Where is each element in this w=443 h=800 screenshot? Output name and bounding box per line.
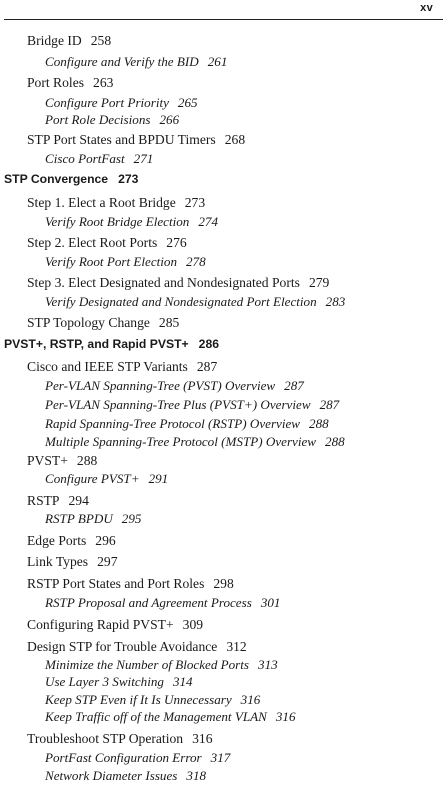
toc-entry-page-number: 266 [159, 112, 180, 127]
toc-entry-page-number: 286 [198, 337, 220, 351]
toc-entry-page-number: 316 [275, 709, 296, 724]
toc-entry [27, 76, 113, 90]
toc-entry-page-number: 258 [90, 33, 112, 48]
toc-entry-title: Port Roles [27, 75, 85, 90]
toc-subentry [45, 596, 280, 609]
toc-entry [27, 316, 179, 330]
toc-entry [27, 577, 234, 591]
toc-subentry [45, 693, 260, 706]
toc-entry-title: Design STP for Trouble Avoidance [27, 639, 218, 654]
toc-entry-title: Configure Port Priority [45, 95, 169, 110]
toc-entry-page-number: 291 [148, 471, 169, 486]
toc-entry-title: Network Diameter Issues [45, 768, 178, 783]
toc-entry-page-number: 273 [184, 195, 206, 210]
toc-entry-title: Edge Ports [27, 533, 87, 548]
toc-entry-title: Step 2. Elect Root Ports [27, 235, 158, 250]
toc-entry-page-number: 265 [177, 95, 198, 110]
toc-entry-title: Step 1. Elect a Root Bridge [27, 195, 176, 210]
toc-entry [27, 34, 111, 48]
toc-subentry [45, 675, 193, 688]
toc-entry-page-number: 279 [308, 275, 330, 290]
toc-entry-title: Per-VLAN Spanning-Tree (PVST) Overview [45, 378, 276, 393]
toc-entry-page-number: 271 [133, 151, 154, 166]
header-rule [4, 19, 443, 20]
toc-entry-page-number: 287 [319, 397, 340, 412]
toc-entry [27, 618, 203, 632]
toc-entry-page-number: 295 [121, 511, 142, 526]
toc-entry-page-number: 294 [68, 493, 89, 508]
toc-entry [27, 732, 212, 746]
toc-entry [27, 196, 205, 210]
toc-subentry [45, 417, 329, 430]
toc-entry-title: Configure and Verify the BID [45, 54, 199, 69]
toc-entry-page-number: 288 [325, 434, 345, 449]
toc-entry-title: Use Layer 3 Switching [45, 674, 164, 689]
toc-entry-title: Configuring Rapid PVST+ [27, 617, 174, 632]
toc-entry-page-number: 298 [213, 576, 234, 591]
toc-subentry [45, 255, 206, 268]
toc-entry-page-number: 314 [172, 674, 193, 689]
toc-entry-title: Configure PVST+ [45, 471, 140, 486]
toc-entry-page-number: 287 [196, 359, 218, 374]
toc-entry-title: Step 3. Elect Designated and Nondesignated Ports [27, 275, 300, 290]
toc-entry-title: STP Convergence [4, 172, 109, 186]
toc-entry-page-number: 301 [260, 595, 281, 610]
toc-entry-title: RSTP BPDU [45, 511, 113, 526]
toc-entry-title: RSTP Proposal and Agreement Process [45, 595, 252, 610]
toc-entry [27, 236, 187, 250]
toc-entry [27, 534, 116, 548]
toc-entry-title: STP Topology Change [27, 315, 150, 330]
toc-entry-page-number: 316 [192, 731, 213, 746]
toc-entry-page-number: 274 [198, 214, 218, 229]
toc-section-heading [4, 173, 138, 185]
toc-entry-title: Keep STP Even if It Is Unnecessary [45, 692, 232, 707]
toc-entry-page-number: 283 [325, 294, 346, 309]
toc-entry-title: Bridge ID [27, 33, 82, 48]
toc-entry-page-number: 276 [166, 235, 187, 250]
toc-entry-title: PortFast Configuration Error [45, 750, 202, 765]
toc-entry-page-number: 296 [95, 533, 116, 548]
toc-entry-title: Minimize the Number of Blocked Ports [45, 657, 250, 672]
toc-entry-page-number: 285 [158, 315, 180, 330]
toc-entry-page-number: 309 [182, 617, 204, 632]
toc-entry-page-number: 287 [284, 378, 304, 393]
toc-subentry [45, 152, 153, 165]
toc-entry-page-number: 288 [76, 453, 98, 468]
toc-entry [27, 360, 217, 374]
toc-entry [27, 494, 89, 508]
toc-entry-title: RSTP Port States and Port Roles [27, 576, 205, 591]
toc-subentry [45, 113, 179, 126]
page-number: xv [420, 2, 433, 14]
toc-entry-page-number: 313 [258, 657, 278, 672]
toc-subentry [45, 379, 304, 392]
toc-subentry [45, 215, 218, 228]
toc-entry-title: Verify Root Bridge Election [45, 214, 190, 229]
toc-entry-title: PVST+ [27, 453, 68, 468]
toc-subentry [45, 472, 168, 485]
toc-entry-page-number: 288 [309, 416, 329, 431]
toc-entry-page-number: 297 [97, 554, 118, 569]
toc-entry-title: RSTP [27, 493, 60, 508]
toc-entry-title: Per-VLAN Spanning-Tree Plus (PVST+) Overview [45, 397, 311, 412]
toc-entry-title: Link Types [27, 554, 89, 569]
toc-entry-page-number: 278 [186, 254, 206, 269]
toc-entry [27, 555, 118, 569]
toc-entry [27, 454, 97, 468]
toc-entry-title: Cisco and IEEE STP Variants [27, 359, 188, 374]
toc-entry-title: STP Port States and BPDU Timers [27, 132, 216, 147]
toc-section-heading [4, 338, 219, 350]
toc-entry-page-number: 312 [226, 639, 247, 654]
toc-entry-title: PVST+, RSTP, and Rapid PVST+ [4, 337, 189, 351]
toc-subentry [45, 398, 339, 411]
toc-entry-title: Verify Designated and Nondesignated Port Election [45, 294, 317, 309]
toc-subentry [45, 55, 227, 68]
toc-entry [27, 133, 245, 147]
toc-entry-title: Multiple Spanning-Tree Protocol (MSTP) Overview [45, 434, 317, 449]
toc-entry-title: Rapid Spanning-Tree Protocol (RSTP) Overview [45, 416, 301, 431]
toc-subentry [45, 435, 345, 448]
toc-entry-title: Keep Traffic off of the Management VLAN [45, 709, 267, 724]
toc-entry-page-number: 318 [186, 768, 207, 783]
toc-entry-page-number: 316 [240, 692, 261, 707]
toc-entry-page-number: 273 [118, 172, 139, 186]
toc-subentry [45, 658, 278, 671]
page-header [0, 0, 443, 24]
toc-entry-title: Cisco PortFast [45, 151, 125, 166]
toc-subentry [45, 751, 230, 764]
toc-entry-page-number: 268 [224, 132, 246, 147]
toc-subentry [45, 96, 198, 109]
toc-entry [27, 276, 329, 290]
toc-entry-title: Troubleshoot STP Operation [27, 731, 184, 746]
toc-entry-title: Verify Root Port Election [45, 254, 177, 269]
toc-entry-page-number: 261 [207, 54, 228, 69]
toc-subentry [45, 710, 296, 723]
toc-subentry [45, 512, 141, 525]
toc-entry-page-number: 317 [210, 750, 231, 765]
toc-entry [27, 640, 247, 654]
toc-subentry [45, 295, 345, 308]
toc-entry-page-number: 263 [93, 75, 114, 90]
toc-entry-title: Port Role Decisions [45, 112, 151, 127]
toc-subentry [45, 769, 206, 782]
